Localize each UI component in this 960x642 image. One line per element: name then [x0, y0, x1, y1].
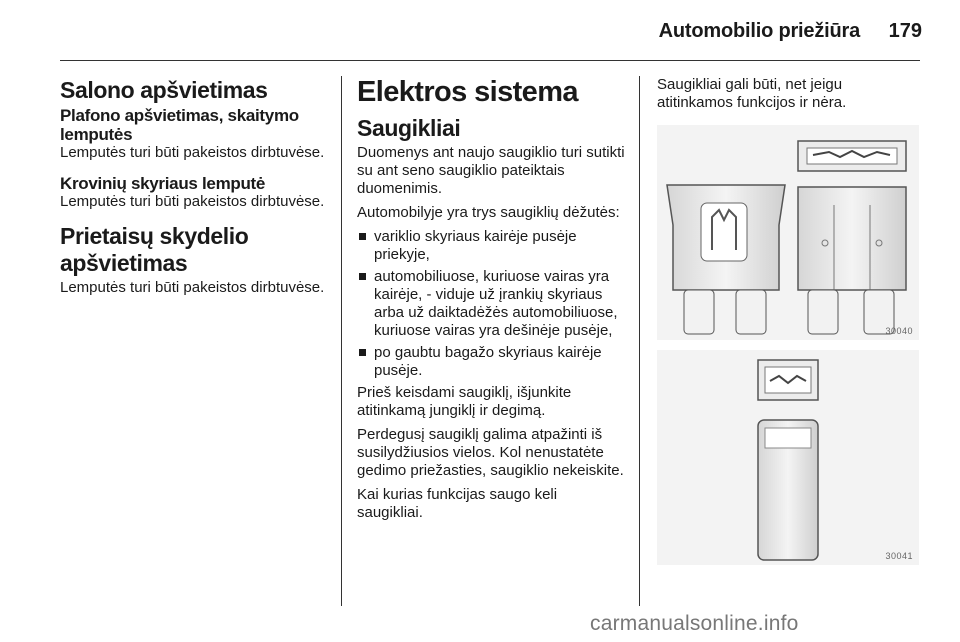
- figure-code: 30041: [885, 551, 913, 561]
- fuse-box-list: [357, 228, 625, 380]
- section-text: Lemputės turi būti pakeistos dirbtuvėse.: [60, 279, 325, 296]
- fuse-illustration: [657, 125, 919, 340]
- running-header-title: Automobilio priežiūra: [658, 20, 860, 42]
- section-title-instrument-lighting: Prietaisų skydelio apšvietimas: [60, 223, 249, 276]
- list-item: automobiliuose, kuriuose vairas yra kairėje, - viduje už įrankių skyriaus arba už daiktadėžės automobiliuose, kuriuose vairas yra dešinėje pusėje,: [357, 268, 625, 340]
- paragraph: Perdegusį saugiklį galima atpažinti iš susilydžiusios vielos. Kol nenustatėte gedimo priežasties, saugiklio nekeiskite.: [357, 426, 624, 479]
- figure-code: 30040: [885, 326, 913, 336]
- subsection-load-compartment-light: [60, 174, 332, 211]
- paragraph: Saugikliai gali būti, net jeigu atitinkamos funkcijos ir nėra.: [657, 76, 847, 111]
- list-item: variklio skyriaus kairėje pusėje priekyje,: [357, 228, 625, 264]
- fuse-illustration: [657, 350, 919, 565]
- subsection-ceiling-lights: [60, 106, 332, 162]
- header-rule: [60, 60, 920, 61]
- paragraph: Kai kurias funkcijas saugo keli saugikliai.: [357, 486, 558, 521]
- subsection-text: Lemputės turi būti pakeistos dirbtuvėse.: [60, 193, 325, 210]
- section-title-interior-lighting: Salono apšvietimas: [60, 77, 268, 103]
- column-1: [60, 76, 332, 303]
- chapter-title-electrical-system: Elektros sistema: [357, 76, 578, 108]
- paragraph: Automobilyje yra trys saugiklių dėžutės:: [357, 204, 620, 221]
- column-divider-left: [341, 76, 342, 606]
- paragraph: Duomenys ant naujo saugiklio turi sutikti su ant seno saugiklio pateiktais duomenimis.: [357, 144, 625, 197]
- watermark: carmanualsonline.info: [590, 612, 799, 635]
- subsection-heading: Plafono apšvietimas, skaitymo lemputės: [60, 106, 299, 144]
- column-2: [357, 76, 625, 528]
- subsection-heading: Krovinių skyriaus lemputė: [60, 174, 266, 193]
- page-number: 179: [888, 20, 922, 42]
- subsection-text: Lemputės turi būti pakeistos dirbtuvėse.: [60, 144, 325, 161]
- section-title-fuses: Saugikliai: [357, 115, 461, 141]
- paragraph: Prieš keisdami saugiklį, išjunkite atitinkamą jungiklį ir degimą.: [357, 384, 572, 419]
- figure-mini-fuse: [657, 350, 919, 565]
- figure-blade-fuses: [657, 125, 919, 340]
- column-3: [657, 76, 919, 118]
- column-divider-right: [639, 76, 640, 606]
- list-item: po gaubtu bagažo skyriaus kairėje pusėje.: [357, 344, 625, 380]
